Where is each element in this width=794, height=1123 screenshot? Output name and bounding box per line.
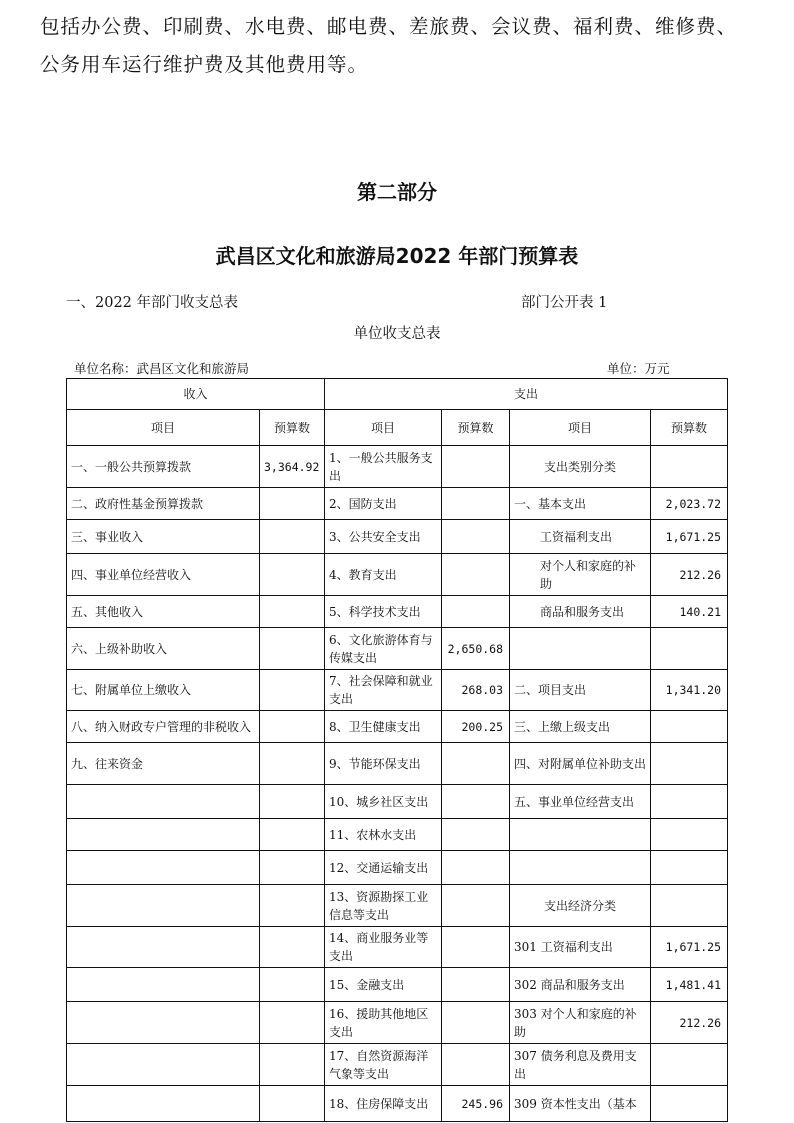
function-item-cell: 1、一般公共服务支出 [325, 446, 442, 488]
function-amount-cell [442, 743, 510, 785]
income-amount-cell [260, 851, 325, 885]
category-amount-cell [651, 711, 728, 743]
category-amount-cell: 212.26 [651, 1002, 728, 1044]
table-row [67, 596, 728, 628]
table-row [67, 711, 728, 743]
category-item-cell: 对个人和家庭的补助 [510, 554, 651, 596]
document-title: 武昌区文化和旅游局2022 年部门预算表 [215, 244, 579, 268]
income-item-cell [67, 1086, 260, 1122]
function-amount-cell: 200.25 [442, 711, 510, 743]
income-item-cell: 七、附属单位上缴收入 [67, 670, 260, 711]
function-amount-cell [442, 851, 510, 885]
income-amount-cell [260, 711, 325, 743]
income-item-cell [67, 1044, 260, 1086]
table-caption: 单位收支总表 [353, 326, 441, 342]
unit-measure: 单位：万元 [607, 361, 670, 376]
income-item-cell [67, 851, 260, 885]
section-heading: 一、2022 年部门收支总表 [66, 295, 239, 311]
income-item-cell: 四、事业单位经营收入 [67, 554, 260, 596]
function-amount-cell [442, 1044, 510, 1086]
intro-line-2: 公务用车运行维护费及其他费用等。 [40, 53, 369, 76]
income-item-cell: 九、往来资金 [67, 743, 260, 785]
table-row [67, 446, 728, 488]
table-row [67, 1086, 728, 1122]
income-item-cell [67, 968, 260, 1002]
function-amount-cell: 268.03 [442, 670, 510, 711]
category-item-cell [510, 819, 651, 851]
category-amount-cell: 140.21 [651, 596, 728, 628]
table-row [67, 819, 728, 851]
income-amount-cell [260, 628, 325, 670]
income-amount-cell [260, 670, 325, 711]
table-row [67, 1002, 728, 1044]
category-item-cell [510, 628, 651, 670]
income-amount-cell [260, 488, 325, 520]
function-item-cell: 5、科学技术支出 [325, 596, 442, 628]
function-item-cell: 6、文化旅游体育与传媒支出 [325, 628, 442, 670]
income-amount-cell [260, 785, 325, 819]
category-item-cell: 五、事业单位经营支出 [510, 785, 651, 819]
category-amount-cell [651, 785, 728, 819]
income-header: 收入 [67, 379, 325, 410]
income-amount-cell [260, 968, 325, 1002]
income-item-cell: 六、上级补助收入 [67, 628, 260, 670]
income-amount-cell [260, 596, 325, 628]
category-amount-cell [651, 1044, 728, 1086]
category-amount-cell [651, 628, 728, 670]
function-item-cell: 9、节能环保支出 [325, 743, 442, 785]
unit-name: 单位名称：武昌区文化和旅游局 [74, 361, 250, 376]
function-item-cell: 10、城乡社区支出 [325, 785, 442, 819]
function-item-cell: 2、国防支出 [325, 488, 442, 520]
income-amount-cell [260, 1002, 325, 1044]
function-item-cell: 11、农林水支出 [325, 819, 442, 851]
function-amount-cell [442, 968, 510, 1002]
table-row [67, 1044, 728, 1086]
function-amount-cell [442, 927, 510, 968]
table-header-row-1 [67, 379, 728, 410]
cat-budget-header: 预算数 [651, 410, 728, 446]
table-row [67, 628, 728, 670]
category-item-cell: 307 债务利息及费用支出 [510, 1044, 651, 1086]
income-item-cell: 一、一般公共预算拨款 [67, 446, 260, 488]
income-item-cell [67, 885, 260, 927]
table-code: 部门公开表 1 [521, 295, 608, 311]
function-amount-cell [442, 819, 510, 851]
function-amount-cell [442, 1002, 510, 1044]
income-item-cell: 三、事业收入 [67, 520, 260, 554]
income-amount-cell [260, 885, 325, 927]
income-item-cell [67, 927, 260, 968]
table-row [67, 520, 728, 554]
function-item-cell: 7、社会保障和就业支出 [325, 670, 442, 711]
income-item-cell [67, 785, 260, 819]
category-amount-cell: 1,671.25 [651, 520, 728, 554]
table-row [67, 851, 728, 885]
income-amount-cell [260, 520, 325, 554]
category-item-cell: 302 商品和服务支出 [510, 968, 651, 1002]
budget-table-body [67, 379, 728, 1122]
function-amount-cell: 245.96 [442, 1086, 510, 1122]
table-header-row-2 [67, 410, 728, 446]
category-item-cell: 二、项目支出 [510, 670, 651, 711]
function-item-cell: 13、资源勘探工业信息等支出 [325, 885, 442, 927]
income-item-cell [67, 1002, 260, 1044]
part-title: 第二部分 [357, 180, 437, 204]
income-amount-cell [260, 554, 325, 596]
category-item-cell: 三、上缴上级支出 [510, 711, 651, 743]
income-item-cell: 五、其他收入 [67, 596, 260, 628]
income-item-cell: 八、纳入财政专户管理的非税收入 [67, 711, 260, 743]
table-row [67, 554, 728, 596]
func-item-header: 项目 [325, 410, 442, 446]
category-amount-cell: 1,671.25 [651, 927, 728, 968]
category-amount-cell [651, 1086, 728, 1122]
category-item-cell: 309 资本性支出（基本 [510, 1086, 651, 1122]
category-amount-cell: 212.26 [651, 554, 728, 596]
category-amount-cell [651, 743, 728, 785]
category-amount-cell: 1,341.20 [651, 670, 728, 711]
function-item-cell: 16、援助其他地区支出 [325, 1002, 442, 1044]
function-item-cell: 15、金融支出 [325, 968, 442, 1002]
table-row [67, 743, 728, 785]
function-item-cell: 18、住房保障支出 [325, 1086, 442, 1122]
category-item-cell: 支出经济分类 [510, 885, 651, 927]
category-item-cell: 商品和服务支出 [510, 596, 651, 628]
category-item-cell: 四、对附属单位补助支出 [510, 743, 651, 785]
table-row [67, 670, 728, 711]
category-item-cell: 301 工资福利支出 [510, 927, 651, 968]
category-item-cell: 工资福利支出 [510, 520, 651, 554]
function-item-cell: 17、自然资源海洋气象等支出 [325, 1044, 442, 1086]
category-amount-cell [651, 446, 728, 488]
income-amount-cell [260, 927, 325, 968]
income-budget-header: 预算数 [260, 410, 325, 446]
income-amount-cell [260, 819, 325, 851]
category-amount-cell: 1,481.41 [651, 968, 728, 1002]
category-item-cell: 303 对个人和家庭的补助 [510, 1002, 651, 1044]
function-amount-cell [442, 520, 510, 554]
income-item-header: 项目 [67, 410, 260, 446]
function-amount-cell [442, 446, 510, 488]
income-item-cell: 二、政府性基金预算拨款 [67, 488, 260, 520]
table-row [67, 785, 728, 819]
function-item-cell: 12、交通运输支出 [325, 851, 442, 885]
category-amount-cell [651, 819, 728, 851]
income-amount-cell [260, 1086, 325, 1122]
category-amount-cell [651, 851, 728, 885]
function-item-cell: 3、公共安全支出 [325, 520, 442, 554]
function-amount-cell: 2,650.68 [442, 628, 510, 670]
table-row [67, 927, 728, 968]
category-amount-cell [651, 885, 728, 927]
income-amount-cell [260, 1044, 325, 1086]
function-item-cell: 8、卫生健康支出 [325, 711, 442, 743]
table-row [67, 488, 728, 520]
category-item-cell: 一、基本支出 [510, 488, 651, 520]
function-amount-cell [442, 785, 510, 819]
table-row [67, 968, 728, 1002]
category-item-cell: 支出类别分类 [510, 446, 651, 488]
function-amount-cell [442, 554, 510, 596]
expense-header: 支出 [325, 379, 728, 410]
cat-item-header: 项目 [510, 410, 651, 446]
function-item-cell: 14、商业服务业等支出 [325, 927, 442, 968]
func-budget-header: 预算数 [442, 410, 510, 446]
intro-line-1: 包括办公费、印刷费、水电费、邮电费、差旅费、会议费、福利费、维修费、 [40, 15, 738, 38]
function-amount-cell [442, 885, 510, 927]
function-item-cell: 4、教育支出 [325, 554, 442, 596]
category-amount-cell: 2,023.72 [651, 488, 728, 520]
function-amount-cell [442, 488, 510, 520]
budget-table [66, 378, 728, 1122]
function-amount-cell [442, 596, 510, 628]
income-item-cell [67, 819, 260, 851]
income-amount-cell: 3,364.92 [260, 446, 325, 488]
table-row [67, 885, 728, 927]
income-amount-cell [260, 743, 325, 785]
intro-paragraph [40, 8, 780, 84]
category-item-cell [510, 851, 651, 885]
